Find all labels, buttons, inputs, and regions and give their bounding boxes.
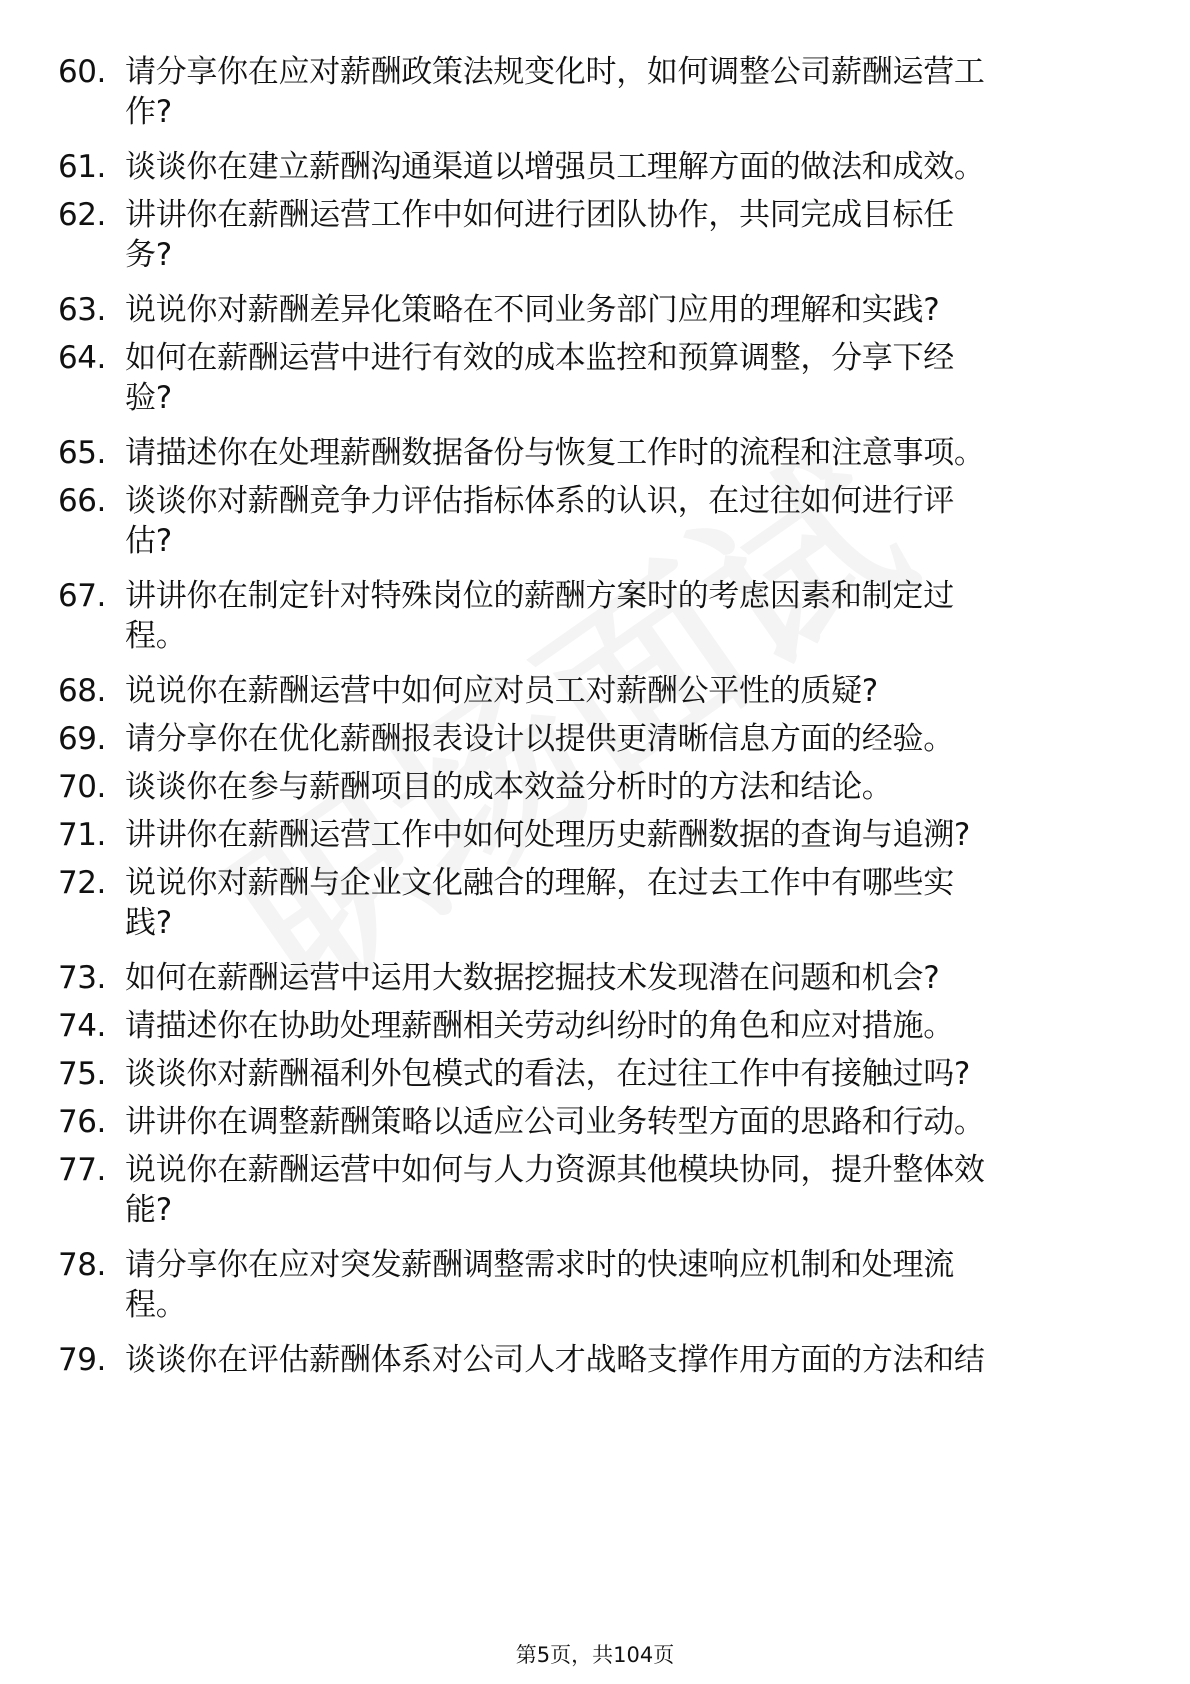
question-text: 谈谈你在建立薪酬沟通渠道以增强员工理解方面的做法和成效。 <box>125 149 985 185</box>
question-text: 如何在薪酬运营中运用大数据挖掘技术发现潜在问题和机会? <box>125 960 940 996</box>
question-text: 务? <box>125 237 172 273</box>
question-number: 66. <box>58 483 106 519</box>
question-number: 64. <box>58 340 106 376</box>
question-number: 71. <box>58 817 106 853</box>
question-text: 作? <box>125 94 172 130</box>
question-text: 谈谈你对薪酬福利外包模式的看法，在过往工作中有接触过吗? <box>125 1056 971 1092</box>
question-number: 69. <box>58 721 106 757</box>
question-number: 68. <box>58 673 106 709</box>
question-text: 讲讲你在调整薪酬策略以适应公司业务转型方面的思路和行动。 <box>125 1104 985 1140</box>
question-text: 程。 <box>125 1287 187 1323</box>
question-number: 62. <box>58 197 106 233</box>
question-text: 谈谈你在参与薪酬项目的成本效益分析时的方法和结论。 <box>125 769 893 805</box>
question-number: 67. <box>58 578 106 614</box>
question-number: 61. <box>58 149 106 185</box>
question-text: 估? <box>125 523 172 559</box>
question-text: 能? <box>125 1192 172 1228</box>
question-number: 77. <box>58 1152 106 1188</box>
question-text: 说说你对薪酬差异化策略在不同业务部门应用的理解和实践? <box>125 292 940 328</box>
question-text: 谈谈你在评估薪酬体系对公司人才战略支撑作用方面的方法和结 <box>125 1342 985 1378</box>
question-number: 72. <box>58 865 106 901</box>
question-text: 请分享你在优化薪酬报表设计以提供更清晰信息方面的经验。 <box>125 721 954 757</box>
question-text: 如何在薪酬运营中进行有效的成本监控和预算调整，分享下经 <box>125 340 954 376</box>
question-number: 60. <box>58 54 106 90</box>
question-text: 讲讲你在制定针对特殊岗位的薪酬方案时的考虑因素和制定过 <box>125 578 954 614</box>
question-number: 76. <box>58 1104 106 1140</box>
question-number: 63. <box>58 292 106 328</box>
question-text: 说说你在薪酬运营中如何与人力资源其他模块协同，提升整体效 <box>125 1152 985 1188</box>
question-number: 79. <box>58 1342 106 1378</box>
question-text: 讲讲你在薪酬运营工作中如何处理历史薪酬数据的查询与追溯? <box>125 817 971 853</box>
question-text: 讲讲你在薪酬运营工作中如何进行团队协作，共同完成目标任 <box>125 197 954 233</box>
question-text: 请分享你在应对薪酬政策法规变化时，如何调整公司薪酬运营工 <box>125 54 985 90</box>
page-footer: 第5页，共104页 <box>515 1643 675 1667</box>
question-number: 65. <box>58 435 106 471</box>
question-text: 践? <box>125 905 172 941</box>
question-text: 说说你对薪酬与企业文化融合的理解，在过去工作中有哪些实 <box>125 865 954 901</box>
question-text: 谈谈你对薪酬竞争力评估指标体系的认识，在过往如何进行评 <box>125 483 954 519</box>
question-text: 请分享你在应对突发薪酬调整需求时的快速响应机制和处理流 <box>125 1247 954 1283</box>
question-text: 请描述你在处理薪酬数据备份与恢复工作时的流程和注意事项。 <box>125 435 985 471</box>
question-number: 73. <box>58 960 106 996</box>
question-number: 74. <box>58 1008 106 1044</box>
question-number: 75. <box>58 1056 106 1092</box>
question-text: 程。 <box>125 618 187 654</box>
question-text: 请描述你在协助处理薪酬相关劳动纠纷时的角色和应对措施。 <box>125 1008 954 1044</box>
question-number: 70. <box>58 769 106 805</box>
question-text: 说说你在薪酬运营中如何应对员工对薪酬公平性的质疑? <box>125 673 878 709</box>
question-number: 78. <box>58 1247 106 1283</box>
question-text: 验? <box>125 380 172 416</box>
